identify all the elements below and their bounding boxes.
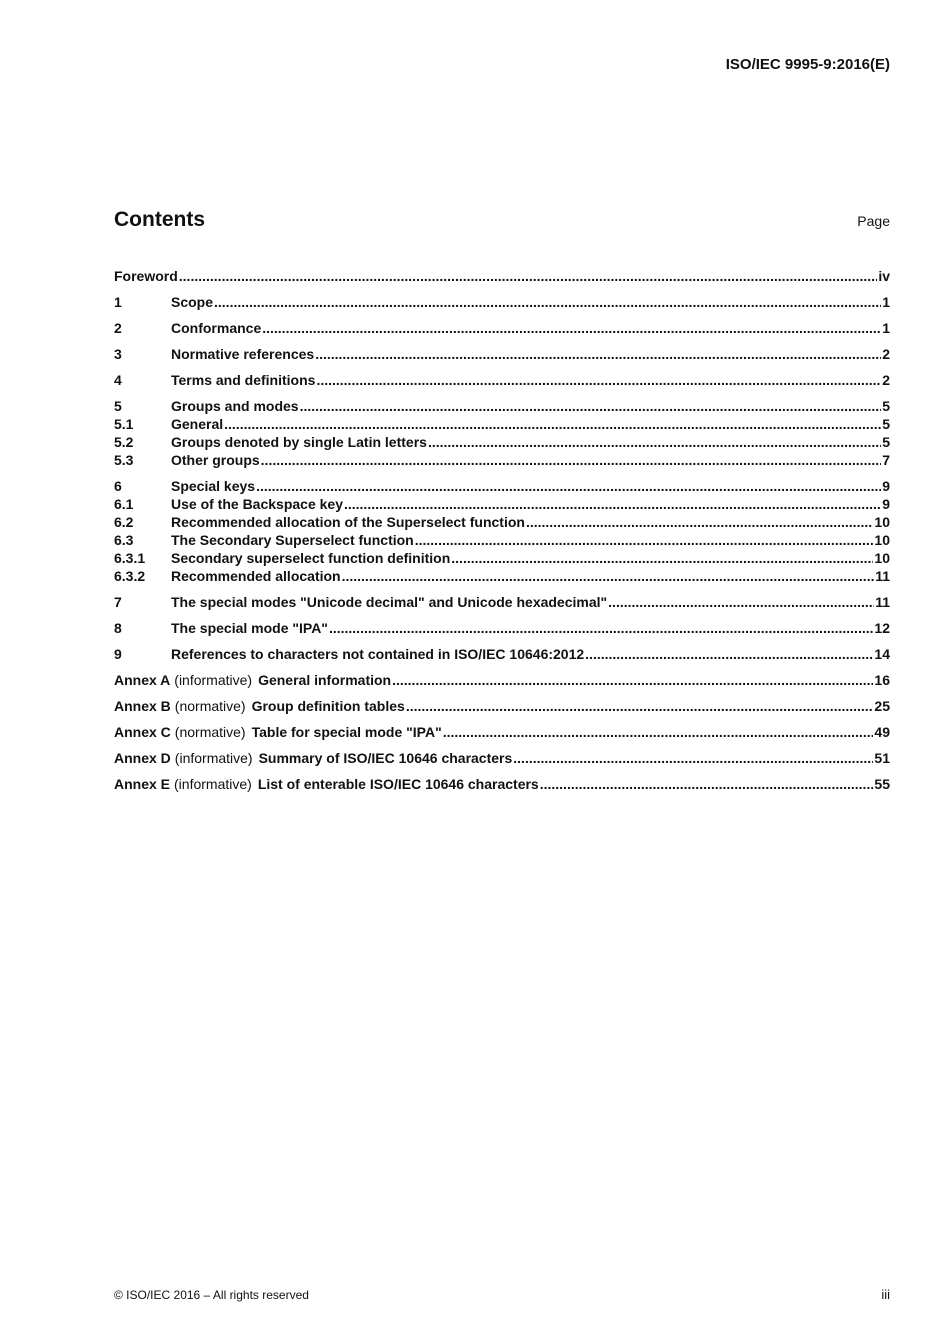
- dot-leader: [451, 549, 873, 567]
- annex-title: General information: [258, 672, 392, 688]
- dot-leader: [262, 319, 881, 337]
- toc-entry-number: 6.1: [114, 496, 134, 512]
- toc-entry-page: 5: [882, 398, 890, 414]
- toc-entry[interactable]: [114, 495, 890, 513]
- annex-kind: (normative): [174, 724, 246, 740]
- dot-leader: [316, 371, 881, 389]
- annex-label: Annex C: [114, 724, 171, 740]
- toc-entry-number: 6.3.1: [114, 550, 146, 566]
- annex-page: 55: [874, 776, 890, 792]
- dot-leader: [329, 619, 873, 637]
- toc-group: [114, 749, 890, 767]
- toc-group: [114, 397, 890, 469]
- dot-leader: [585, 645, 873, 663]
- toc-group: [114, 477, 890, 585]
- contents-title: Contents: [114, 208, 205, 231]
- toc-entry-page: 10: [874, 514, 890, 530]
- dot-leader: [256, 477, 881, 495]
- toc-entry[interactable]: [114, 513, 890, 531]
- toc-group: [114, 645, 890, 663]
- dot-leader: [315, 345, 881, 363]
- annex-label: Annex E: [114, 776, 171, 792]
- toc-entry-number: 5.2: [114, 434, 134, 450]
- toc-annex-entry[interactable]: [114, 697, 890, 715]
- dot-leader: [415, 531, 874, 549]
- toc-entry[interactable]: [114, 319, 890, 337]
- annex-title: Table for special mode "IPA": [251, 724, 442, 740]
- toc-entry-title: The special mode "IPA": [171, 620, 328, 636]
- annex-page: 51: [874, 750, 890, 766]
- toc-group: [114, 267, 890, 285]
- toc-entry[interactable]: [114, 433, 890, 451]
- toc-entry-page: 10: [874, 550, 890, 566]
- toc-group: [114, 319, 890, 337]
- toc-entry-title: Recommended allocation: [171, 568, 341, 584]
- toc-entry-title: The Secondary Superselect function: [171, 532, 414, 548]
- toc-entry-number: 5: [114, 398, 122, 414]
- toc-entry-number: 6.3.2: [114, 568, 146, 584]
- annex-page: 25: [874, 698, 890, 714]
- annex-title: List of enterable ISO/IEC 10646 characters: [257, 776, 539, 792]
- dot-leader: [300, 397, 882, 415]
- annex-label: Annex A: [114, 672, 171, 688]
- contents-heading-row: [114, 208, 890, 232]
- toc-group: [114, 345, 890, 363]
- toc-entry-page: 11: [875, 594, 890, 610]
- toc-group: [114, 775, 890, 793]
- toc-entry-title: Normative references: [171, 346, 315, 362]
- toc-entry-title: The special modes "Unicode decimal" and Unicode hexadecimal": [171, 594, 608, 610]
- dot-leader: [392, 671, 873, 689]
- table-of-contents: [114, 267, 890, 801]
- toc-entry[interactable]: [114, 619, 890, 637]
- toc-entry-title: Secondary superselect function definition: [171, 550, 451, 566]
- dot-leader: [224, 415, 881, 433]
- toc-entry[interactable]: [114, 293, 890, 311]
- toc-entry-number: 7: [114, 594, 122, 610]
- toc-entry-number: 8: [114, 620, 122, 636]
- toc-group: [114, 671, 890, 689]
- toc-entry[interactable]: [114, 477, 890, 495]
- toc-entry-page: 5: [882, 416, 890, 432]
- toc-entry-page: iv: [878, 268, 890, 284]
- toc-entry-title: Special keys: [171, 478, 256, 494]
- toc-group: [114, 723, 890, 741]
- toc-entry-page: 11: [875, 568, 890, 584]
- dot-leader: [443, 723, 874, 741]
- toc-entry[interactable]: [114, 549, 890, 567]
- toc-group: [114, 371, 890, 389]
- toc-entry[interactable]: [114, 451, 890, 469]
- toc-entry-page: 1: [882, 294, 890, 310]
- toc-entry-page: 9: [882, 496, 890, 512]
- toc-entry-title: Foreword: [114, 268, 178, 284]
- toc-entry-number: 5.1: [114, 416, 134, 432]
- toc-entry-title: Groups denoted by single Latin letters: [171, 434, 427, 450]
- toc-entry[interactable]: [114, 397, 890, 415]
- page-number: iii: [881, 1287, 890, 1302]
- toc-entry[interactable]: [114, 645, 890, 663]
- toc-entry[interactable]: [114, 593, 890, 611]
- toc-entry-page: 1: [882, 320, 890, 336]
- toc-entry-title: Conformance: [171, 320, 262, 336]
- toc-entry-title: Terms and definitions: [171, 372, 316, 388]
- dot-leader: [214, 293, 881, 311]
- toc-entry-title: General: [171, 416, 224, 432]
- toc-entry-page: 14: [874, 646, 890, 662]
- toc-entry-number: 9: [114, 646, 122, 662]
- document-identifier: ISO/IEC 9995-9:2016(E): [725, 56, 890, 73]
- toc-group: [114, 697, 890, 715]
- toc-entry-title: Recommended allocation of the Superselect function: [171, 514, 525, 530]
- dot-leader: [406, 697, 874, 715]
- toc-entry-number: 4: [114, 372, 122, 388]
- annex-title: Summary of ISO/IEC 10646 characters: [258, 750, 513, 766]
- toc-entry-number: 2: [114, 320, 122, 336]
- toc-entry-title: Scope: [171, 294, 214, 310]
- toc-entry-number: 5.3: [114, 452, 134, 468]
- dot-leader: [608, 593, 874, 611]
- toc-group: [114, 293, 890, 311]
- dot-leader: [526, 513, 873, 531]
- toc-entry-title: References to characters not contained in ISO/IEC 10646:2012: [171, 646, 585, 662]
- toc-entry-number: 1: [114, 294, 122, 310]
- toc-entry-number: 3: [114, 346, 122, 362]
- page-footer: [114, 1287, 890, 1302]
- annex-page: 49: [874, 724, 890, 740]
- toc-entry[interactable]: [114, 267, 890, 285]
- toc-entry[interactable]: [114, 371, 890, 389]
- toc-entry[interactable]: [114, 531, 890, 549]
- dot-leader: [179, 267, 878, 285]
- toc-entry-number: 6.3: [114, 532, 134, 548]
- toc-entry-title: Use of the Backspace key: [171, 496, 343, 512]
- annex-kind: (informative): [174, 750, 253, 766]
- toc-group: [114, 593, 890, 611]
- toc-entry-number: 6: [114, 478, 122, 494]
- dot-leader: [344, 495, 881, 513]
- toc-annex-entry[interactable]: [114, 671, 890, 689]
- toc-annex-entry[interactable]: [114, 749, 890, 767]
- dot-leader: [428, 433, 881, 451]
- copyright-notice: © ISO/IEC 2016 – All rights reserved: [114, 1288, 309, 1302]
- toc-entry-number: 6.2: [114, 514, 134, 530]
- toc-entry-title: Groups and modes: [171, 398, 299, 414]
- toc-entry-page: 5: [882, 434, 890, 450]
- dot-leader: [342, 567, 875, 585]
- toc-entry[interactable]: [114, 415, 890, 433]
- toc-entry-page: 10: [874, 532, 890, 548]
- annex-title: Group definition tables: [251, 698, 405, 714]
- toc-entry-page: 2: [882, 372, 890, 388]
- annex-label: Annex B: [114, 698, 171, 714]
- page-column-label: Page: [857, 213, 890, 229]
- toc-entry[interactable]: [114, 345, 890, 363]
- dot-leader: [513, 749, 873, 767]
- toc-entry-page: 12: [874, 620, 890, 636]
- toc-group: [114, 619, 890, 637]
- annex-kind: (informative): [174, 672, 253, 688]
- annex-label: Annex D: [114, 750, 171, 766]
- toc-annex-entry[interactable]: [114, 775, 890, 793]
- toc-entry-page: 9: [882, 478, 890, 494]
- toc-annex-entry[interactable]: [114, 723, 890, 741]
- annex-kind: (normative): [174, 698, 246, 714]
- toc-entry[interactable]: [114, 567, 890, 585]
- toc-entry-page: 2: [882, 346, 890, 362]
- dot-leader: [540, 775, 874, 793]
- dot-leader: [261, 451, 882, 469]
- toc-entry-title: Other groups: [171, 452, 260, 468]
- annex-kind: (informative): [174, 776, 252, 792]
- annex-page: 16: [874, 672, 890, 688]
- toc-entry-page: 7: [882, 452, 890, 468]
